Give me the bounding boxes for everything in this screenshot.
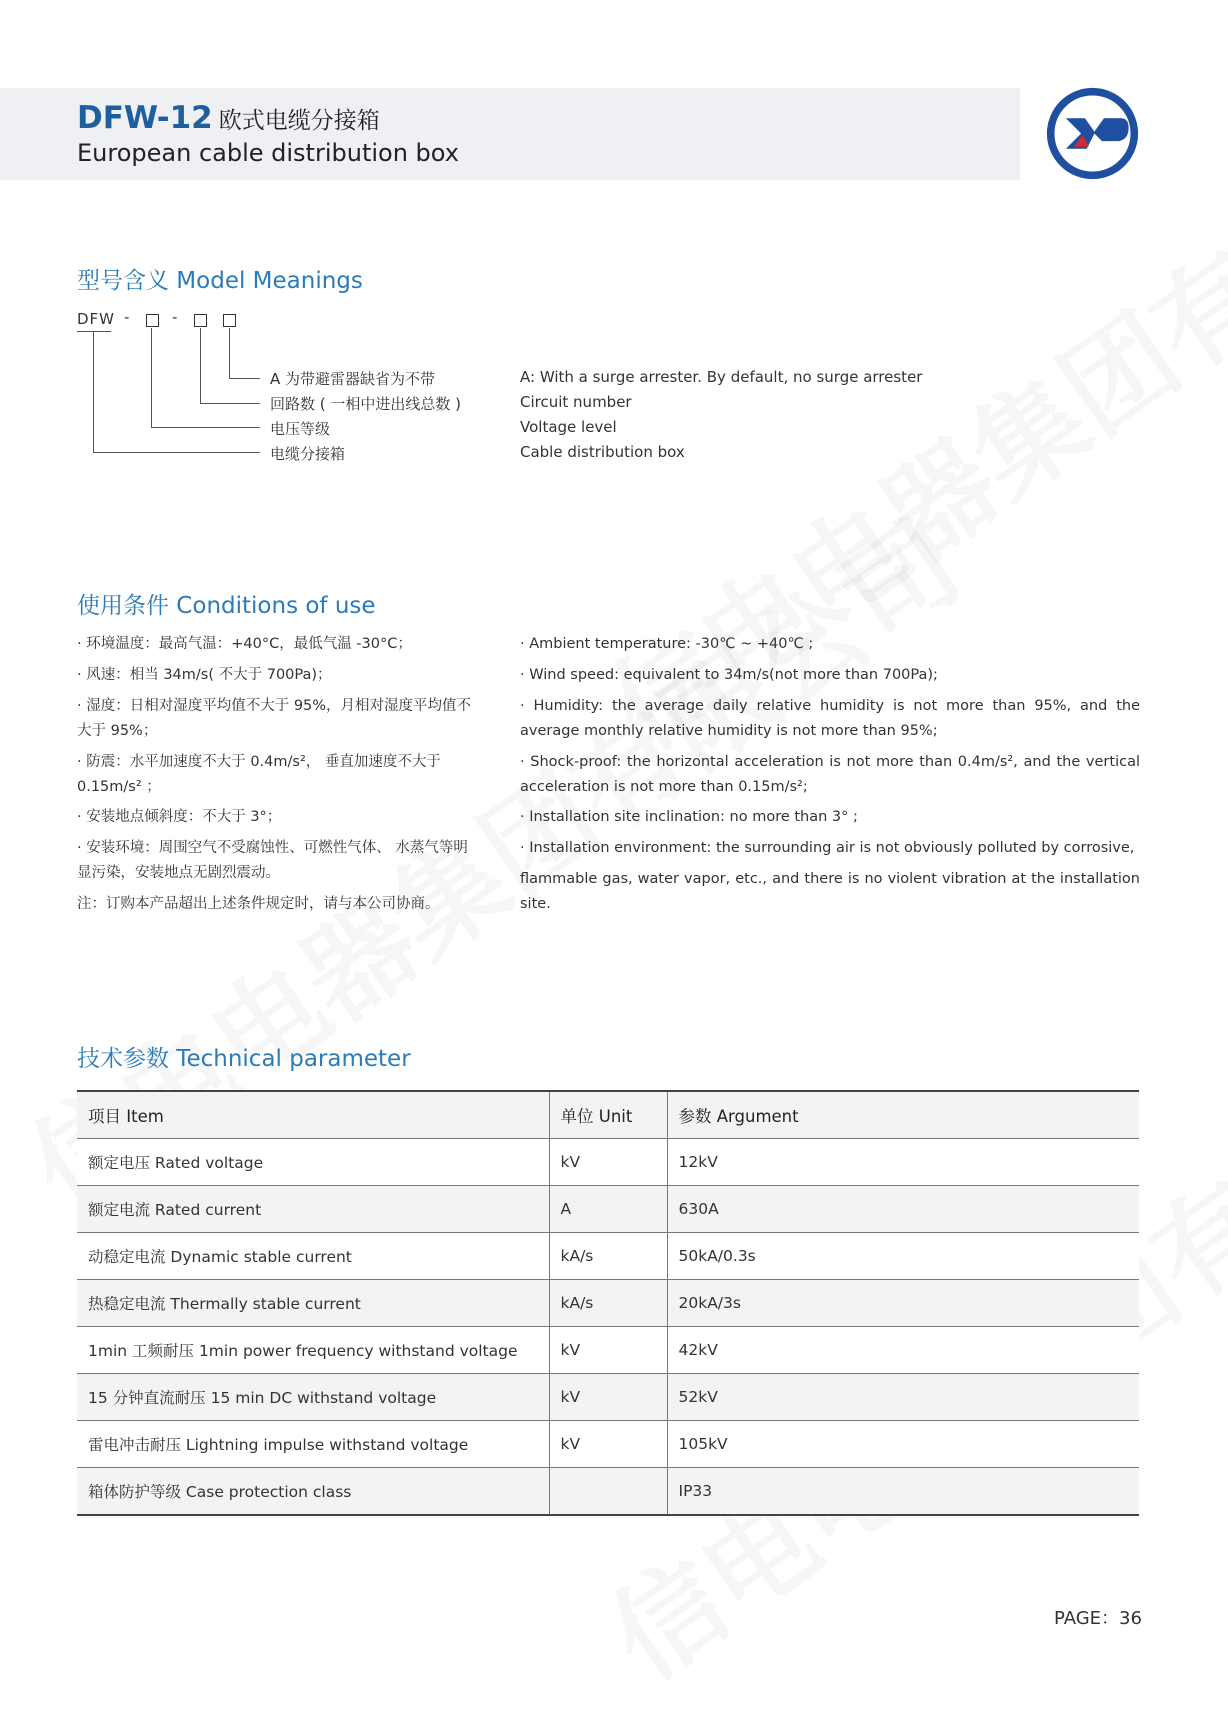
connector-line: [151, 328, 152, 428]
connector-line: [93, 332, 94, 453]
cell-item: 额定电压 Rated voltage: [77, 1139, 549, 1186]
cell-unit: kA/s: [549, 1280, 667, 1327]
cell-argument: 105kV: [667, 1421, 1139, 1468]
connector-line: [229, 378, 260, 379]
condition-en: · Humidity: the average daily relative humidity is not more than 95%, and the average monthly relative humidity is not more than 95%;: [520, 698, 1140, 739]
connector-line: [200, 328, 201, 404]
model-dash: -: [124, 308, 130, 326]
title-en: European cable distribution box: [77, 139, 459, 167]
model-code-prefix: DFW: [77, 310, 116, 328]
title-cn: 欧式电缆分接箱: [218, 108, 380, 134]
model-code: DFW-12: [77, 100, 213, 136]
cell-argument: IP33: [667, 1468, 1139, 1516]
condition-en: · Ambient temperature: -30℃ ~ +40℃ ;: [520, 636, 814, 652]
conditions-title: 使用条件 Conditions of use: [77, 593, 376, 619]
cell-unit: kV: [549, 1421, 667, 1468]
connector-line: [77, 331, 111, 332]
cell-unit: [549, 1468, 667, 1516]
table-row: [77, 1327, 1139, 1374]
table-row: [77, 1139, 1139, 1186]
cell-argument: 12kV: [667, 1139, 1139, 1186]
page-number: PAGE：36: [1054, 1608, 1142, 1629]
table-row: [77, 1280, 1139, 1327]
cell-unit: kV: [549, 1327, 667, 1374]
cell-item: 动稳定电流 Dynamic stable current: [77, 1233, 549, 1280]
condition-cn: · 防震：水平加速度不大于 0.4m/s²， 垂直加速度不大于 0.15m/s² ；: [77, 754, 441, 795]
connector-line: [93, 452, 260, 453]
meaning-en: Circuit number: [520, 393, 632, 411]
table-row: [77, 1421, 1139, 1468]
cell-argument: 42kV: [667, 1327, 1139, 1374]
connector-line: [151, 427, 260, 428]
condition-en: · Installation site inclination: no more than 3° ;: [520, 809, 858, 825]
model-box-1: [146, 314, 159, 327]
cell-argument: 50kA/0.3s: [667, 1233, 1139, 1280]
meaning-cn: 电压等级: [270, 420, 331, 438]
condition-en: · Shock-proof: the horizontal acceleration is not more than 0.4m/s², and the vertical acceleration is not more than 0.15m/s²;: [520, 754, 1140, 795]
condition-en: · Installation environment: the surrounding air is not obviously polluted by corrosive,: [520, 840, 1135, 856]
cell-unit: kV: [549, 1374, 667, 1421]
meaning-en: Cable distribution box: [520, 443, 685, 461]
cell-item: 1min 工频耐压 1min power frequency withstand voltage: [77, 1327, 549, 1374]
parameter-table: [77, 1090, 1139, 1516]
cell-argument: 52kV: [667, 1374, 1139, 1421]
meaning-en: A: With a surge arrester. By default, no surge arrester: [520, 368, 923, 386]
cell-argument: 630A: [667, 1186, 1139, 1233]
condition-cn: · 风速：相当 34m/s( 不大于 700Pa)；: [77, 667, 332, 683]
table-header-row: [77, 1091, 1139, 1139]
meaning-en: Voltage level: [520, 418, 617, 436]
condition-cn: · 安装地点倾斜度：不大于 3°；: [77, 809, 282, 825]
table-row: [77, 1233, 1139, 1280]
condition-en: flammable gas, water vapor, etc., and there is no violent vibration at the installation site.: [520, 871, 1140, 912]
cell-unit: A: [549, 1186, 667, 1233]
cell-argument: 20kA/3s: [667, 1280, 1139, 1327]
cell-item: 额定电流 Rated current: [77, 1186, 549, 1233]
table-row: [77, 1186, 1139, 1233]
meaning-cn: A 为带避雷器缺省为不带: [270, 370, 436, 388]
table-row: [77, 1374, 1139, 1421]
header-item: 项目 Item: [77, 1091, 549, 1139]
connector-line: [200, 403, 260, 404]
connector-line: [229, 328, 230, 379]
condition-cn: · 安装环境：周围空气不受腐蚀性、可燃性气体、 水蒸气等明显污染，安装地点无剧烈震动。: [77, 840, 468, 881]
condition-note: 注：订购本产品超出上述条件规定时，请与本公司协商。: [77, 896, 440, 912]
condition-cn: · 环境温度：最高气温：+40°C，最低气温 -30°C；: [77, 636, 412, 652]
condition-cn: · 湿度：日相对湿度平均值不大于 95%，月相对湿度平均值不大于 95%；: [77, 698, 472, 739]
technical-title: 技术参数 Technical parameter: [77, 1046, 411, 1072]
table-row: [77, 1468, 1139, 1516]
condition-en: · Wind speed: equivalent to 34m/s(not more than 700Pa);: [520, 667, 938, 683]
model-box-3: [223, 314, 236, 327]
cell-unit: kV: [549, 1139, 667, 1186]
model-box-2: [194, 314, 207, 327]
cell-item: 15 分钟直流耐压 15 min DC withstand voltage: [77, 1374, 549, 1421]
header-unit: 单位 Unit: [549, 1091, 667, 1139]
cell-item: 热稳定电流 Thermally stable current: [77, 1280, 549, 1327]
meaning-cn: 电缆分接箱: [270, 445, 346, 463]
cell-item: 箱体防护等级 Case protection class: [77, 1468, 549, 1516]
model-dash: -: [172, 308, 178, 326]
product-title: [77, 100, 380, 136]
company-logo: [1045, 86, 1140, 181]
model-meanings-title: 型号含义 Model Meanings: [77, 268, 363, 294]
cell-item: 雷电冲击耐压 Lightning impulse withstand voltage: [77, 1421, 549, 1468]
header-argument: 参数 Argument: [667, 1091, 1139, 1139]
meaning-cn: 回路数 ( 一相中进出线总数 ): [270, 395, 462, 413]
cell-unit: kA/s: [549, 1233, 667, 1280]
